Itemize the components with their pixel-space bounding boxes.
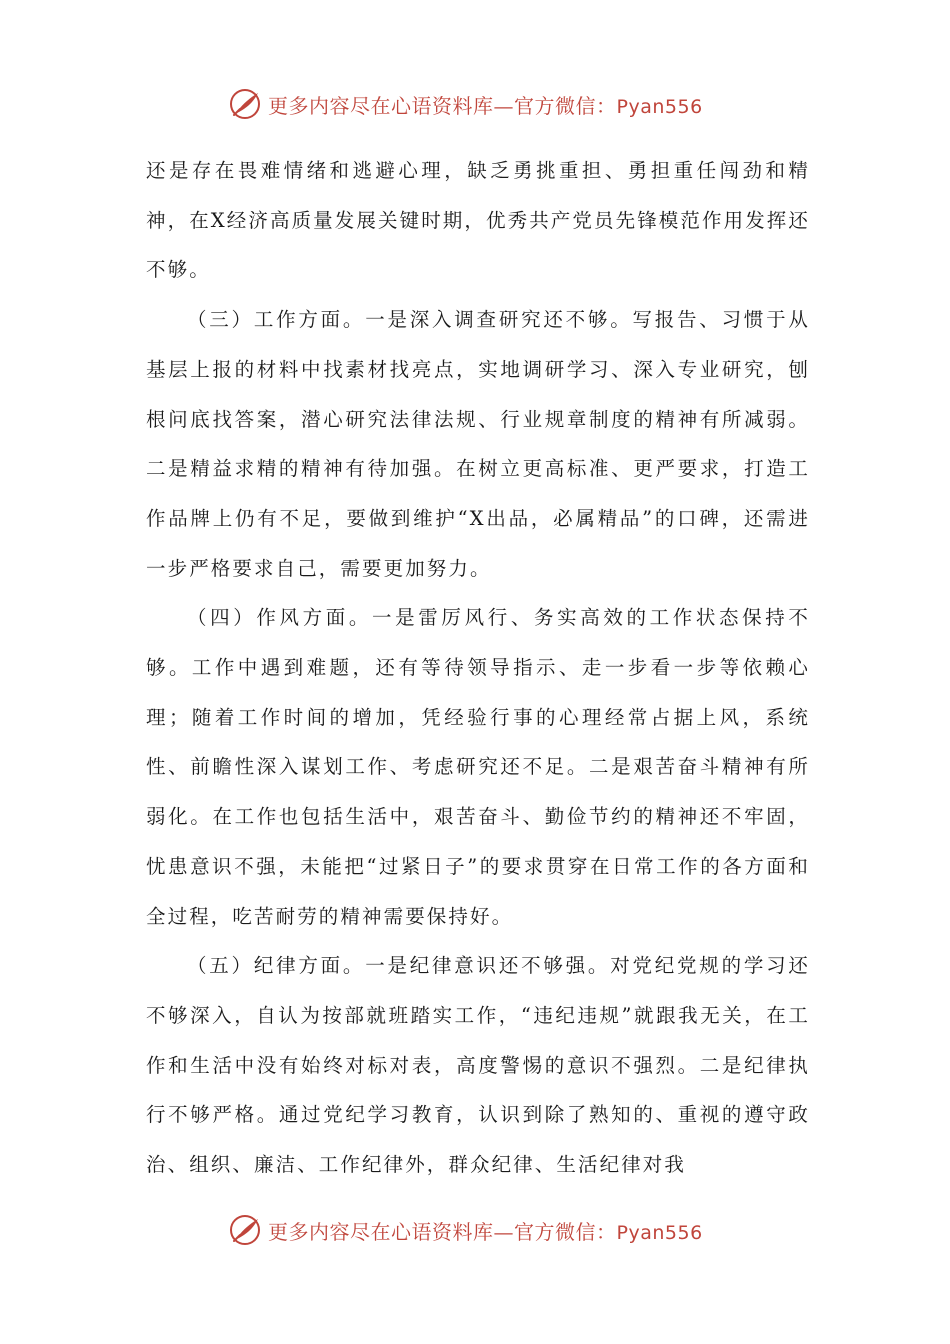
quill-circle-icon	[228, 87, 262, 121]
wechat-id: Pyan556	[616, 95, 703, 118]
wechat-id: Pyan556	[616, 1221, 703, 1244]
paragraph-style: （四）作风方面。一是雷厉风行、务实高效的工作状态保持不够。工作中遇到难题，还有等待领导指示、走一步看一步等依赖心理；随着工作时间的增加，凭经验行事的心理经常占据上风，系统性、前瞻性深入谋划工作、考虑研究还不足。二是艰苦奋斗精神有所弱化。在工作也包括生活中，艰苦奋斗、勤俭节约的精神还不牢固，忧患意识不强，未能把“过紧日子”的要求贯穿在日常工作的各方面和全过程，吃苦耐劳的精神需要保持好。	[146, 606, 810, 928]
paragraph-discipline: （五）纪律方面。一是纪律意识还不够强。对党纪党规的学习还不够深入，自认为按部就班踏实工作，“违纪违规”就跟我无关，在工作和生活中没有始终对标对表，高度警惕的意识不强烈。二是纪律执行不够严格。通过党纪学习教育，认识到除了熟知的、重视的遵守政治、组织、廉洁、工作纪律外，群众纪律、生活纪律对我	[146, 954, 810, 1177]
header-banner	[228, 84, 703, 124]
banner-text: 更多内容尽在心语资料库—官方微信：Pyan556	[268, 93, 703, 118]
paragraph-continuation: 还是存在畏难情绪和逃避心理，缺乏勇挑重担、勇担重任闯劲和精神，在X经济高质量发展关键时期，优秀共产党员先锋模范作用发挥还不够。	[146, 159, 810, 282]
paragraph-work: （三）工作方面。一是深入调查研究还不够。写报告、习惯于从基层上报的材料中找素材找亮点，实地调研学习、深入专业研究，刨根问底找答案，潜心研究法律法规、行业规章制度的精神有所减弱。二是精益求精的精神有待加强。在树立更高标准、更严要求，打造工作品牌上仍有不足，要做到维护“X出品，必属精品”的口碑，还需进一步严格要求自己，需要更加努力。	[146, 308, 810, 580]
banner-text: 更多内容尽在心语资料库—官方微信：Pyan556	[268, 1219, 703, 1244]
quill-circle-icon	[228, 1213, 262, 1247]
footer-banner	[228, 1210, 703, 1250]
document-body	[146, 146, 810, 1190]
